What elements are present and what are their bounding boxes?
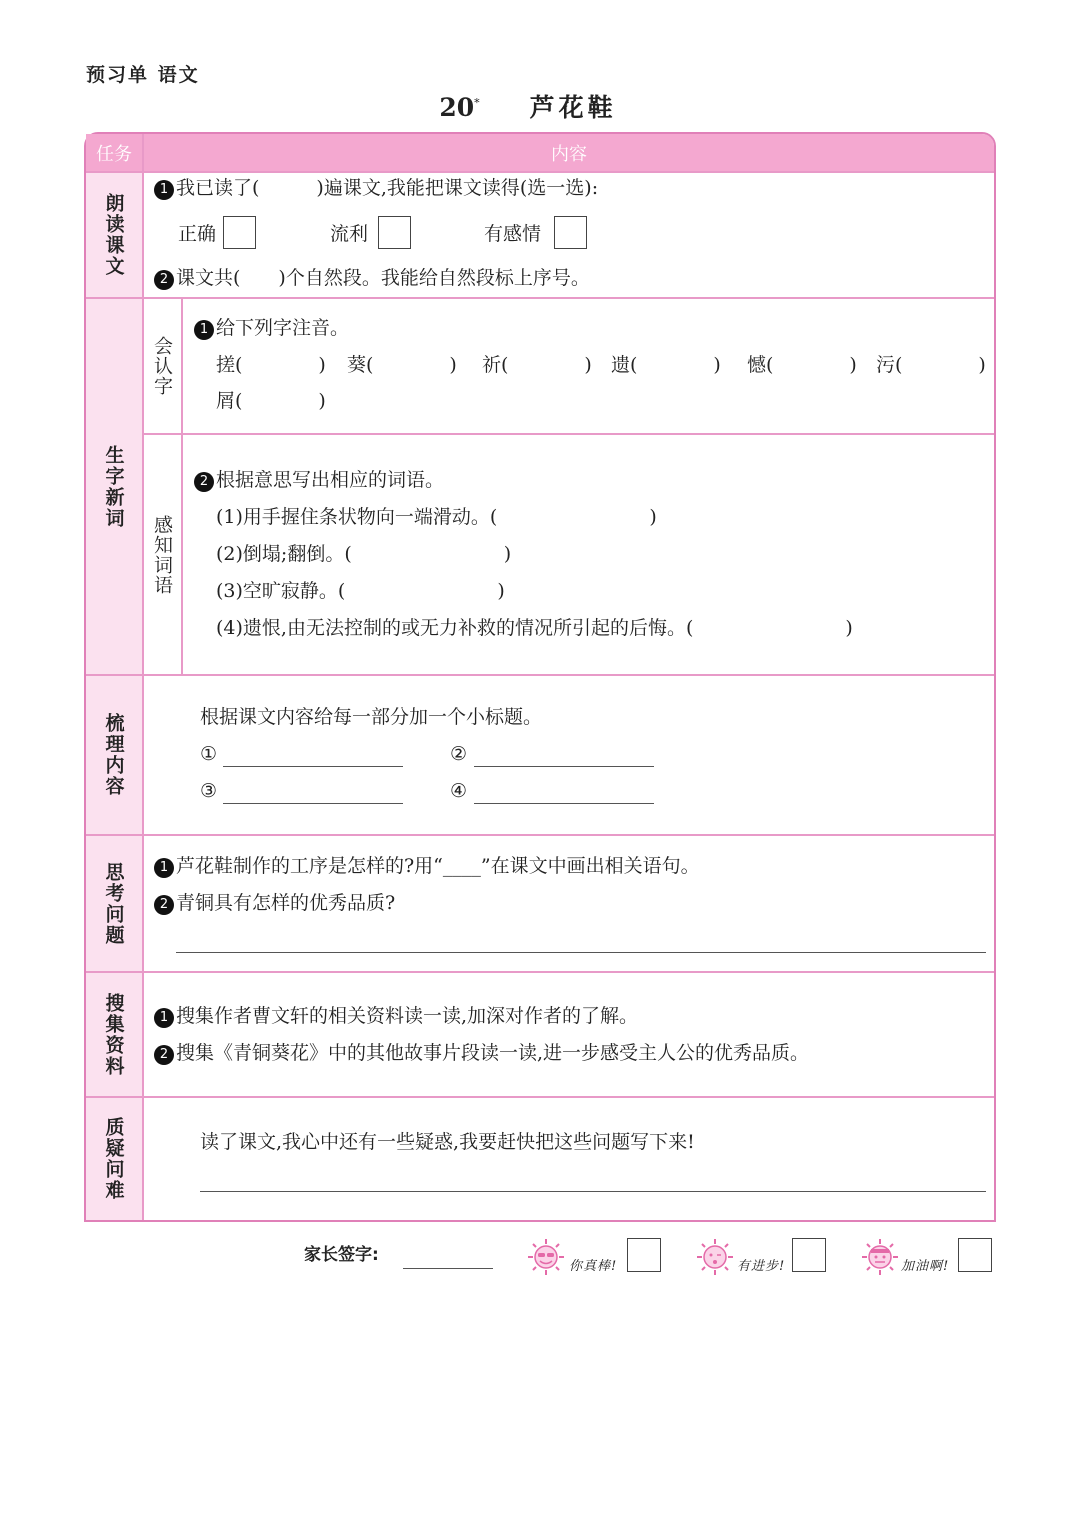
pinyin-char-item[interactable]: 搓( ) — [216, 354, 326, 376]
outline-answer-line-2[interactable] — [474, 766, 654, 767]
preview-table — [84, 132, 996, 1222]
outline-label-4: ④ — [450, 780, 468, 802]
option-correct-checkbox[interactable] — [223, 216, 256, 249]
praise-cheer-checkbox[interactable] — [958, 1238, 992, 1272]
pinyin-char-item[interactable]: 屑( ) — [216, 390, 326, 412]
sun-sunglasses-icon — [527, 1238, 565, 1276]
category-reading: 朗读课文 — [86, 173, 142, 297]
word-definition-item[interactable]: (2)倒塌;翻倒。( ) — [216, 543, 512, 565]
worksheet-header: 预习单 语文 — [86, 64, 200, 86]
category-collect: 搜集资料 — [86, 973, 142, 1096]
divider-row — [86, 297, 994, 299]
header-task: 任务 — [86, 134, 142, 171]
divider-subcolumn — [181, 299, 183, 674]
divider-row — [86, 971, 994, 973]
parent-signature-label: 家长签字: — [304, 1245, 379, 1265]
option-emotion-checkbox[interactable] — [554, 216, 587, 249]
pinyin-char-item[interactable]: 祈( ) — [482, 354, 592, 376]
option-fluent-label: 流利 — [330, 223, 369, 245]
think-question-2: 2 青铜具有怎样的优秀品质? — [154, 891, 395, 915]
word-definition-item[interactable]: (4)遗恨,由无法控制的或无力补救的情况所引起的后悔。( ) — [216, 617, 853, 639]
divider-row — [86, 834, 994, 836]
subcategory-perceive-words: 感知词语 — [151, 514, 173, 595]
outline-label-2: ② — [450, 743, 468, 765]
header-content: 内容 — [144, 134, 994, 171]
reading-question-1: 1 我已读了( )遍课文,我能把课文读得(选一选): — [154, 176, 598, 200]
outline-label-3: ③ — [200, 780, 218, 802]
category-think: 思考问题 — [86, 836, 142, 971]
collect-item-1: 1 搜集作者曹文轩的相关资料读一读,加深对作者的了解。 — [154, 1004, 638, 1028]
outline-label-1: ① — [200, 743, 218, 765]
category-outline: 梳理内容 — [86, 676, 142, 834]
parent-signature-line[interactable] — [403, 1268, 493, 1269]
category-vocab: 生字新词 — [86, 299, 142, 674]
pinyin-char-item[interactable]: 憾( ) — [747, 354, 857, 376]
option-correct-label: 正确 — [178, 223, 217, 245]
praise-cheer-label: 加油啊! — [901, 1259, 950, 1274]
vocab-question-1: 1 给下列字注音。 — [194, 316, 349, 340]
reading-question-2: 2 课文共( )个自然段。我能给自然段标上序号。 — [154, 266, 590, 290]
praise-great-checkbox[interactable] — [627, 1238, 661, 1272]
option-fluent-checkbox[interactable] — [378, 216, 411, 249]
outline-prompt: 根据课文内容给每一部分加一个小标题。 — [200, 706, 543, 728]
word-definition-item[interactable]: (3)空旷寂静。( ) — [216, 580, 505, 602]
divider-row — [86, 171, 994, 173]
subcategory-recognize-chars: 会认字 — [151, 336, 173, 396]
collect-item-2: 2 搜集《青铜葵花》中的其他故事片段读一读,进一步感受主人公的优秀品质。 — [154, 1041, 809, 1065]
question-answer-line[interactable] — [200, 1191, 986, 1192]
think-answer-line[interactable] — [176, 952, 986, 953]
think-question-1: 1 芦花鞋制作的工序是怎样的?用“____”在课文中画出相关语句。 — [154, 854, 700, 878]
lesson-name: 芦花鞋 — [529, 93, 617, 122]
praise-great-label: 你真棒! — [569, 1259, 618, 1274]
option-emotion-label: 有感情 — [484, 223, 542, 245]
word-definition-item[interactable]: (1)用手握住条状物向一端滑动。( ) — [216, 506, 657, 528]
sun-wink-icon — [696, 1238, 734, 1276]
question-prompt: 读了课文,我心中还有一些疑惑,我要赶快把这些问题写下来! — [200, 1131, 695, 1153]
divider-row — [86, 674, 994, 676]
category-question: 质疑问难 — [86, 1098, 142, 1220]
sun-cheer-icon — [861, 1238, 899, 1276]
praise-progress-label: 有进步! — [737, 1259, 786, 1274]
pinyin-char-item[interactable]: 葵( ) — [347, 354, 457, 376]
outline-answer-line-4[interactable] — [474, 803, 654, 804]
outline-answer-line-1[interactable] — [223, 766, 403, 767]
praise-progress-checkbox[interactable] — [792, 1238, 826, 1272]
lesson-number: 20* — [439, 93, 480, 122]
divider-row — [86, 1096, 994, 1098]
divider-row — [142, 433, 994, 435]
outline-answer-line-3[interactable] — [223, 803, 403, 804]
lesson-title — [0, 88, 1080, 124]
vocab-question-2: 2 根据意思写出相应的词语。 — [194, 468, 444, 492]
pinyin-char-item[interactable]: 遗( ) — [611, 354, 721, 376]
pinyin-char-item[interactable]: 污( ) — [876, 354, 986, 376]
